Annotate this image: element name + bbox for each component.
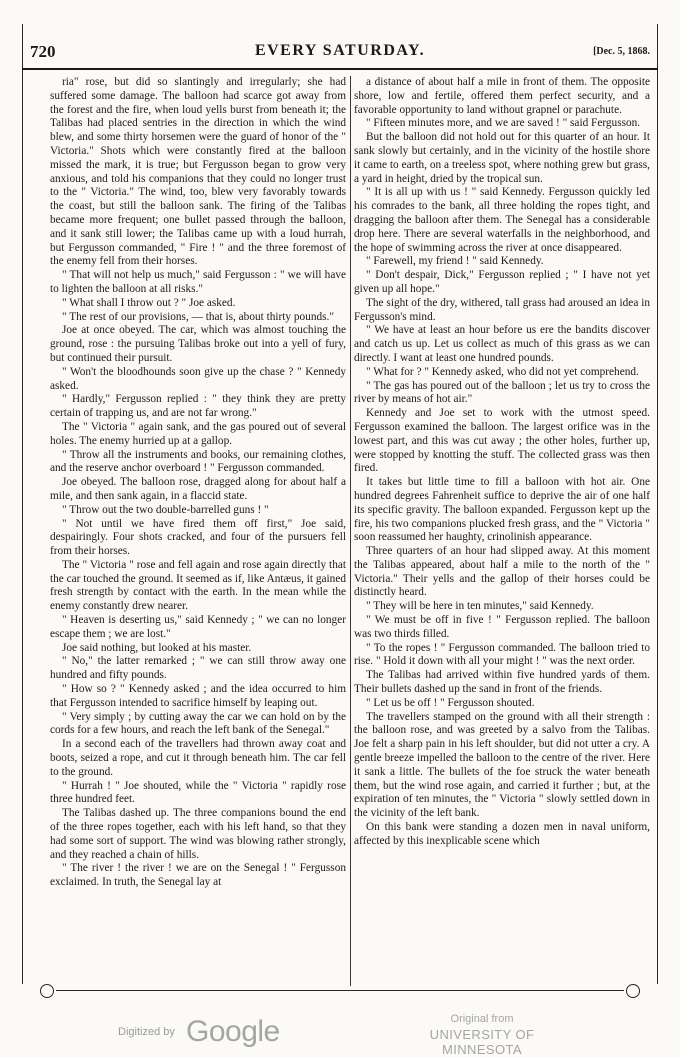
paragraph: Kennedy and Joe set to work with the utmost speed. Fergusson examined the balloon. The largest orifice was in the lowest part, and this was cut away ; the other holes, further up, were stopped by knotting the stuff. The collected grass was then fired. [354,407,650,475]
paragraph: " The gas has poured out of the balloon ; let us try to cross the river by means of hot air." [354,379,650,406]
paragraph: The travellers stamped on the ground with all their strength : the balloon rose, and was greeted by a salvo from the Talibas. Joe felt a sharp pain in his left shoulder, but did not utter a cry. A gentle breeze impelled the balloon to the centre of the river. Here it sank a little. The bullets of the foe struck the water beneath them, but the wind rose again, and carried it further ; but, at the expiration of ten minutes, the " Victoria " slowly settled down in the vicinity of the left bank. [354,710,650,820]
ornament-right [626,984,640,998]
paragraph: But the balloon did not hold out for this quarter of an hour. It sank slowly but certainly, and in the vicinity of the hostile shore it came to earth, on a treeless spot, where nothing grew but grass, a yard in height, dried by the tropical sun. [354,131,650,185]
paragraph: " Farewell, my friend ! " said Kennedy. [366,255,544,268]
left-column [50,76,346,890]
right-border-rule [657,24,658,984]
header-rule [22,68,658,70]
paragraph: " What for ? " Kennedy asked, who did not yet comprehend. [366,365,639,378]
paragraph: " Heaven is deserting us," said Kennedy ; " we can no longer escape them ; we are lost." [50,614,346,640]
ornament-line [56,990,624,991]
paragraph: " Hardly," Fergusson replied : " they think they are pretty certain of trapping us, and are not far wrong." [50,393,346,420]
paragraph: The Talibas dashed up. The three companions bound the end of the three ropes together, each with his left hand, so that they had some sort of support. The wind was blowing rather strongly, and they reached a chain of hills. [50,807,346,861]
paragraph: " It is all up with us ! " said Kennedy. Fergusson quickly led his comrades to the bank, all three holding the ropes tight, and dragging the balloon after them. The Senegal has a considerable drop here. There are several waterfalls in the neighborhood, and the hope of swimming across the river at once disappeared. [354,186,650,254]
paragraph: Joe said nothing, but looked at his master. [62,641,252,654]
paragraph: On this bank were standing a dozen men in naval uniform, affected by this inexplicable scene which [354,821,650,847]
institution-name: UNIVERSITY OF MINNESOTA [429,1027,535,1057]
running-header [26,42,654,64]
original-from-label: Original from [450,1013,514,1025]
issue-date: [Dec. 5, 1868. [593,46,650,57]
paragraph: " The river ! the river ! we are on the Senegal ! " Fergusson exclaimed. In truth, the Senegal lay at [50,862,346,889]
paragraph: " Let us be off ! " Fergusson shouted. [366,696,535,709]
paragraph: ria" rose, but did so slantingly and irregularly; she had suffered some damage. The balloon had scarce got away from the forest and the fire, when loud yells burst from beneath it; the Talibas had placed sentries in the direction in which the wind blew, and some thirty horsemen were the guard of honor of the " Victoria." Shots which were constantly fired at the balloon missed the mark, it is true; but Fergusson began to grow very anxious, and told his companions that they could no longer trust to the " Victoria." The wind, too, blew very favorably towards the coast, but still the balloon sank. The firing of the Talibas became more frequent; one bullet passed through the balloon, and it sank still lower; the Talibas came up with a loud hurrah, but Fergusson commanded, " Fire ! " and the three foremost of the enemy fell from their horses. [50,76,346,268]
right-column [354,76,650,849]
paragraph: " Hurrah ! " Joe shouted, while the " Victoria " rapidly rose three hundred feet. [50,779,346,806]
paragraph: The " Victoria " again sank, and the gas poured out of several holes. The enemy hurried up at a gallop. [50,420,346,447]
paragraph: " Throw all the instruments and books, our remaining clothes, and the reserve anchor overboard ! " Fergusson commanded. [50,448,346,475]
digitized-by-label: Digitized by [118,1026,175,1038]
paragraph: The Talibas had arrived within five hundred yards of them. Their bullets dashed up the sand in front of the friends. [354,669,650,696]
paragraph: " Very simply ; by cutting away the car we can hold on by the cords for a few hours, and reach the left bank of the Senegal." [50,710,346,737]
paragraph: " Won't the bloodhounds soon give up the chase ? " Kennedy asked. [50,365,346,392]
paragraph: Joe at once obeyed. The car, which was almost touching the ground, rose : the pursuing Talibas broke out into a yell of fury, but continued their pursuit. [50,324,346,364]
paragraph: " To the ropes ! " Fergusson commanded. The balloon tried to rise. " Hold it down with all your might ! " was the next order. [354,641,650,668]
column-divider [350,76,351,986]
paragraph: " Don't despair, Dick," Fergusson replied ; " I have not yet given up all hope." [354,269,650,295]
paragraph: " How so ? " Kennedy asked ; and the idea occurred to him that Fergusson intended to sacrifice himself by leaping out. [50,683,346,709]
paragraph: " Fifteen minutes more, and we are saved ! " said Fergusson. [366,117,641,130]
paragraph: The " Victoria " rose and fell again and rose again directly that the car touched the ground. It seemed as if, like Antæus, it gained fresh strength by contact with the earth. In the mean while the enemy constantly drew nearer. [50,558,346,613]
paragraph: a distance of about half a mile in front of them. The opposite shore, low and fertile, offered them perfect security, and a favorable opportunity to land without grapnel or parachute. [354,76,650,116]
digitization-footer [0,1010,680,1057]
paragraph: The sight of the dry, withered, tall grass had aroused an idea in Fergusson's mind. [354,296,650,323]
paragraph: In a second each of the travellers had thrown away coat and boots, seized a rope, and cut it through beneath him. The car fell to the ground. [50,738,346,778]
paragraph: " The rest of our provisions, — that is, about thirty pounds." [62,310,334,323]
bottom-ornament-rule [40,984,640,998]
paragraph: " Throw out the two double-barrelled guns ! " [62,503,269,516]
ornament-left [40,984,54,998]
paragraph: " We must be off in five ! " Fergusson replied. The balloon was two thirds filled. [354,614,650,640]
paragraph: " That will not help us much," said Fergusson : " we will have to lighten the balloon at all risks." [50,269,346,295]
paragraph: " No," the latter remarked ; " we can still throw away one hundred and fifty pounds. [50,655,346,682]
paragraph: Joe obeyed. The balloon rose, dragged along for about half a mile, and then sank again, in a flaccid state. [50,476,346,502]
page-number: 720 [30,42,56,61]
paragraph: " Not until we have fired them off first," Joe said, despairingly. Four shots cracked, and four of the pursuers fell from their horses. [50,517,346,558]
paragraph: Three quarters of an hour had slipped away. At this moment the Talibas appeared, about half a mile to the north of the " Victoria." Their yells and the gallop of their horses could be distinctly heard. [354,545,650,599]
google-logo: Google [186,1015,280,1048]
paragraph: " They will be here in ten minutes," said Kennedy. [366,600,594,613]
publication-title: EVERY SATURDAY. [254,42,426,59]
paragraph: " We have at least an hour before us ere the bandits discover and catch us up. Let us collect as much of this grass as we can directly. I want at least one hundred pounds. [354,324,650,364]
page [22,24,658,1000]
left-border-rule [22,24,23,984]
paragraph: " What shall I throw out ? " Joe asked. [62,296,236,309]
paragraph: It takes but little time to fill a balloon with hot air. One hundred degrees Fahrenheit suffice to deprive the air of one half its specific gravity. The balloon expanded. Fergusson kept up the fire, his two companions plucked fresh grass, and the " Victoria " soon reassumed her haughty, crinolinish appearance. [354,476,650,544]
